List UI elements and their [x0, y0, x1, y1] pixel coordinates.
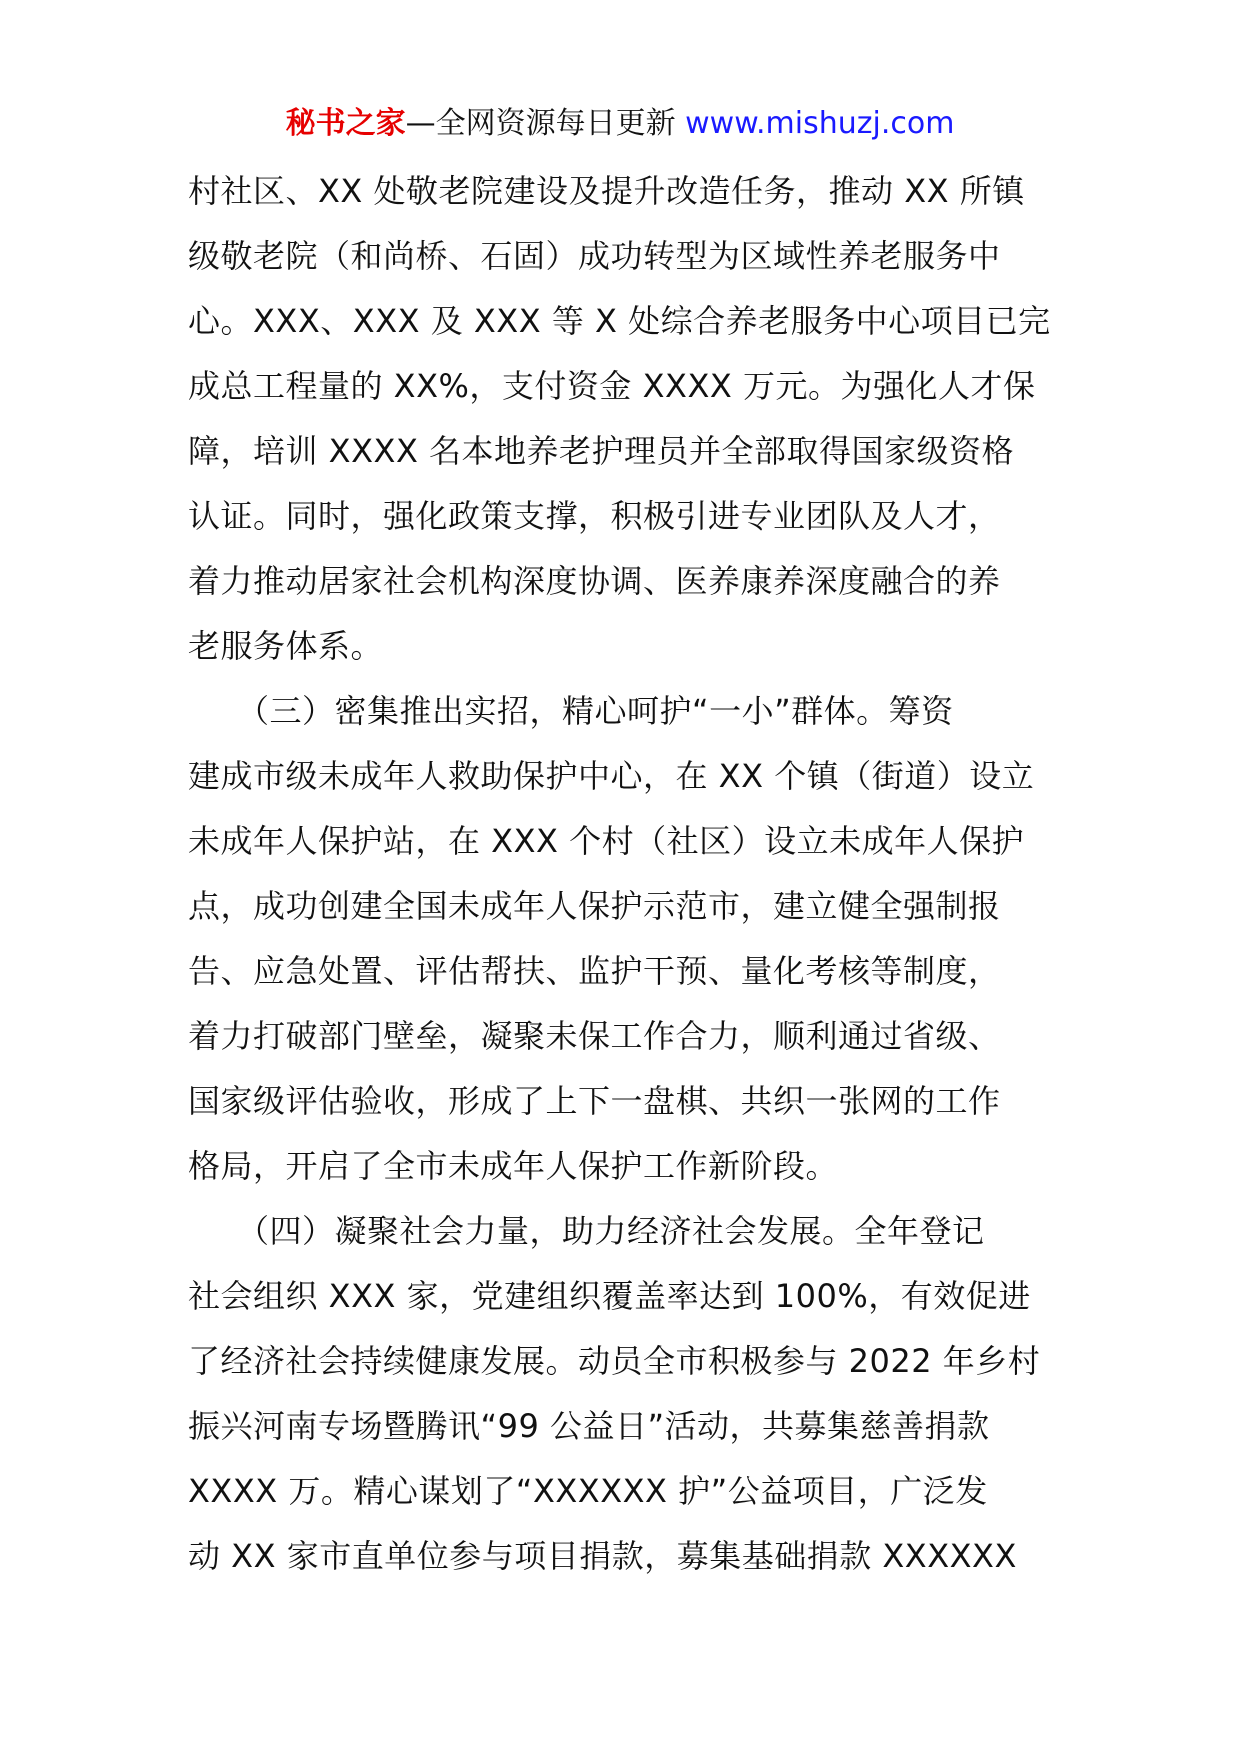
header-tagline: —全网资源每日更新 — [405, 106, 686, 141]
brand-name: 秘书之家 — [285, 106, 406, 141]
text-line: XXXX 万。精心谋划了“XXXXXX 护”公益项目，广泛发 — [188, 1472, 988, 1510]
page-header — [0, 100, 1240, 148]
text-line: 建成市级未成年人救助保护中心，在 XX 个镇（街道）设立 — [188, 757, 1035, 795]
text-line: 未成年人保护站，在 XXX 个村（社区）设立未成年人保护 — [188, 822, 1025, 860]
text-line: 着力推动居家社会机构深度协调、医养康养深度融合的养 — [188, 562, 1001, 600]
text-line: （四）凝聚社会力量，助力经济社会发展。全年登记 — [188, 1212, 985, 1250]
text-line: 障，培训 XXXX 名本地养老护理员并全部取得国家级资格 — [188, 432, 1015, 470]
document-body — [188, 159, 1068, 1589]
website-link[interactable]: www.mishuzj.com — [685, 106, 955, 141]
text-line: 格局，开启了全市未成年人保护工作新阶段。 — [188, 1147, 839, 1185]
text-line: 社会组织 XXX 家，党建组织覆盖率达到 100%，有效促进 — [188, 1277, 1031, 1315]
text-line: （三）密集推出实招，精心呵护“一小”群体。筹资 — [188, 692, 954, 730]
text-line: 认证。同时，强化政策支撑，积极引进专业团队及人才， — [188, 497, 1001, 535]
text-line: 告、应急处置、评估帮扶、监护干预、量化考核等制度， — [188, 952, 1001, 990]
text-line: 国家级评估验收，形成了上下一盘棋、共织一张网的工作 — [188, 1082, 1001, 1120]
text-line: 点，成功创建全国未成年人保护示范市，建立健全强制报 — [188, 887, 1001, 925]
text-line: 心。XXX、XXX 及 XXX 等 X 处综合养老服务中心项目已完 — [188, 302, 1051, 340]
text-line: 级敬老院（和尚桥、石固）成功转型为区域性养老服务中 — [188, 237, 1001, 275]
text-line: 老服务体系。 — [188, 627, 384, 665]
text-line: 着力打破部门壁垒，凝聚未保工作合力，顺利通过省级、 — [188, 1017, 1001, 1055]
text-line: 了经济社会持续健康发展。动员全市积极参与 2022 年乡村 — [188, 1342, 1041, 1380]
text-line: 成总工程量的 XX%，支付资金 XXXX 万元。为强化人才保 — [188, 367, 1036, 405]
text-line: 动 XX 家市直单位参与项目捐款，募集基础捐款 XXXXXX — [188, 1537, 1017, 1575]
text-line: 村社区、XX 处敬老院建设及提升改造任务，推动 XX 所镇 — [188, 172, 1025, 210]
text-line: 振兴河南专场暨腾讯“99 公益日”活动，共募集慈善捐款 — [188, 1407, 990, 1445]
